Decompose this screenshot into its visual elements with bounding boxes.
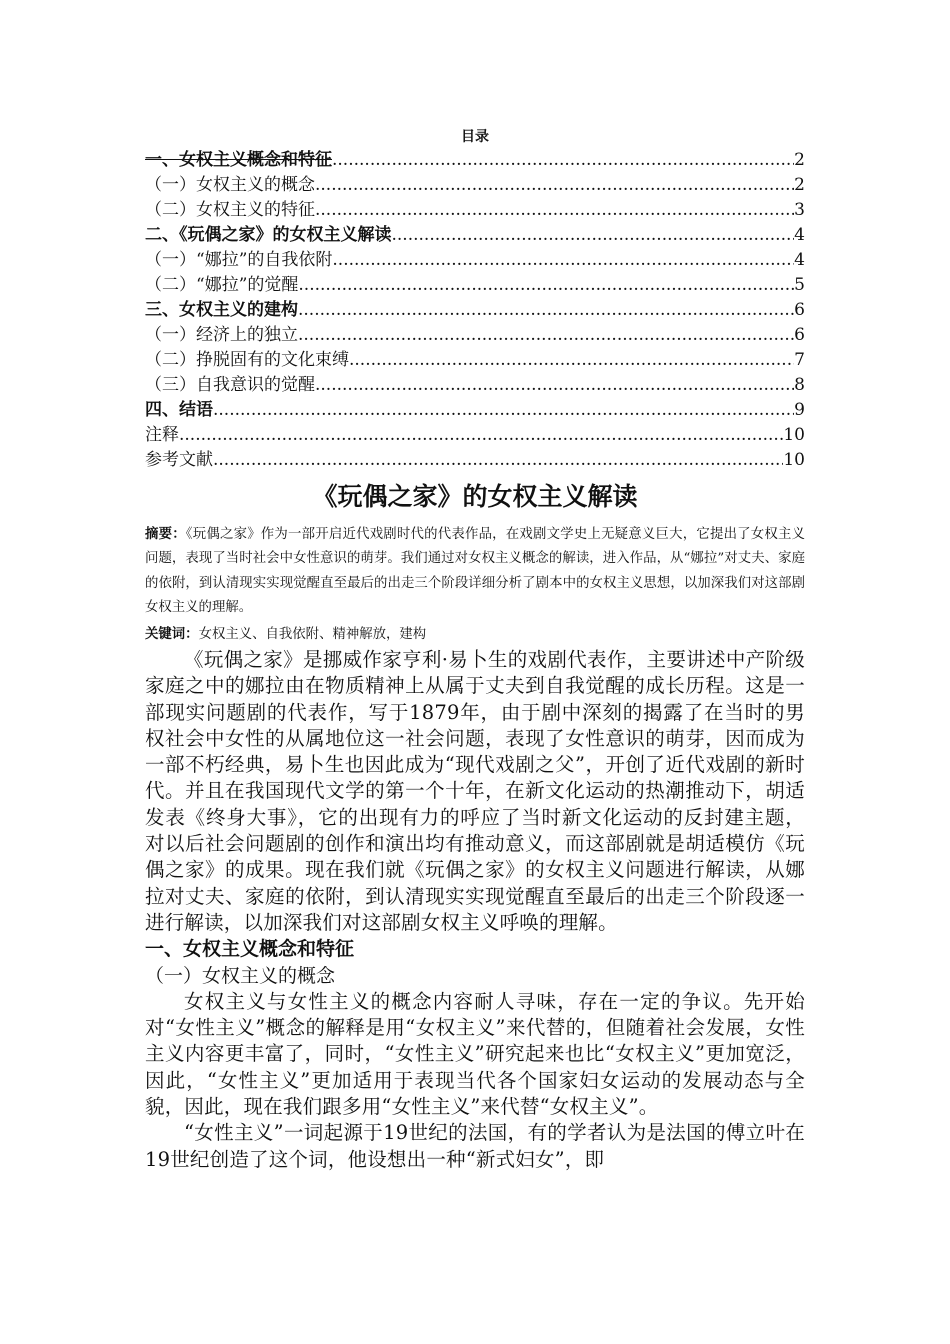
abstract-text: 《玩偶之家》作为一部开启近代戏剧时代的代表作品，在戏剧文学史上无疑意义巨大，它提出了女权主义问题，表现了当时社会中女性意识的萌芽。我们通过对女权主义概念的解读，进入作品，从“娜拉”对丈夫、家庭的依附，到认清现实实现觉醒直至最后的出走三个阶段详细分析了剧本中的女权主义思想，以加深我们对这部剧女权主义的理解。 [145, 527, 806, 616]
toc-leader [315, 173, 794, 198]
toc-leader [349, 348, 794, 373]
toc-leader [213, 398, 794, 423]
toc-entry-text: 二、《玩偶之家》的女权主义解读 [145, 225, 392, 245]
toc-entry[interactable] [145, 448, 805, 473]
toc-entry-page: 7 [794, 350, 805, 370]
toc-entry-page: 9 [794, 400, 805, 420]
toc-entry-text: （二）女权主义的特征 [145, 200, 315, 220]
toc-entry-page: 6 [794, 325, 805, 345]
section-heading: 一、女权主义概念和特征 [145, 938, 355, 961]
toc-entry-text: （二）“娜拉”的觉醒 [145, 275, 299, 295]
toc-entry[interactable] [145, 148, 805, 173]
toc-entry[interactable] [145, 173, 805, 198]
abstract [145, 522, 805, 621]
toc-title: 目录 [461, 129, 489, 145]
toc-entry-page: 4 [794, 225, 805, 245]
toc-entry[interactable] [145, 273, 805, 298]
toc-leader [298, 298, 794, 323]
toc-leader [298, 323, 794, 348]
toc-leader [298, 273, 794, 298]
toc-entry[interactable] [145, 373, 805, 398]
toc-entry-page: 2 [794, 150, 805, 170]
toc-entry[interactable] [145, 223, 805, 248]
toc-entry-page: 5 [794, 275, 805, 295]
subsection-heading: （一）女权主义的概念 [145, 964, 336, 987]
keywords-text: 女权主义、自我依附、精神解放，建构 [198, 627, 427, 642]
toc-entry[interactable] [145, 198, 805, 223]
toc-leader [392, 223, 795, 248]
toc-entry[interactable] [145, 398, 805, 423]
keywords-label: 关键词： [145, 626, 199, 642]
toc-leader [315, 198, 794, 223]
toc-entry-text: （三）自我意识的觉醒 [145, 375, 315, 395]
toc-entry[interactable] [145, 423, 805, 448]
toc-entry-page: 2 [794, 175, 805, 195]
toc-leader [213, 448, 783, 473]
body-paragraph: 《玩偶之家》是挪威作家亨利·易卜生的戏剧代表作，主要讲述中产阶级家庭之中的娜拉由在物质精神上从属于丈夫到自我觉醒的成长历程。这是一部现实问题剧的代表作，写于1879年，由于剧中深刻的揭露了在当时的男权社会中女性的从属地位这一社会问题，表现了女性意识的萌芽，因而成为一部不朽经典，易卜生也因此成为“现代戏剧之父”，开创了近代戏剧的新时代。并且在我国现代文学的第一个十年，在新文化运动的热潮推动下，胡适发表《终身大事》，它的出现有力的呼应了当时新文化运动的反封建主题，对以后社会问题剧的创作和演出均有推动意义，而这部剧就是胡适模仿《玩偶之家》的成果。现在我们就《玩偶之家》的女权主义问题进行解读，从娜拉对丈夫、家庭的依附，到认清现实实现觉醒直至最后的出走三个阶段逐一进行解读，以加深我们对这部剧女权主义呼唤的理解。 [145, 648, 805, 934]
toc-entry-text: 四、结语 [145, 400, 213, 420]
toc-leader [332, 248, 794, 273]
toc-entry-text: 注释 [145, 425, 179, 445]
keywords [145, 622, 805, 647]
toc-leader [332, 148, 794, 173]
toc-entry[interactable] [145, 248, 805, 273]
toc-entry-text: 一、女权主义概念和特征 [145, 150, 332, 170]
toc-entry[interactable] [145, 348, 805, 373]
table-of-contents [145, 148, 805, 473]
toc-entry-page: 10 [783, 425, 805, 445]
toc-entry-text: （一）“娜拉”的自我依附 [145, 250, 333, 270]
toc-entry-text: 参考文献 [145, 450, 213, 470]
toc-leader [179, 423, 783, 448]
toc-leader [315, 373, 794, 398]
document-body [145, 647, 805, 1173]
toc-entry[interactable] [145, 298, 805, 323]
body-paragraph: 女权主义与女性主义的概念内容耐人寻味，存在一定的争议。先开始对“女性主义”概念的解释是用“女权主义”来代替的，但随着社会发展，女性主义内容更丰富了，同时，“女性主义”研究起来也比“女权主义”更加宽泛，因此，“女性主义”更加适用于表现当代各个国家妇女运动的发展动态与全貌，因此，现在我们跟多用“女性主义”来代替“女权主义”。 [145, 989, 805, 1119]
toc-entry-text: 三、女权主义的建构 [145, 300, 298, 320]
toc-entry-text: （一）女权主义的概念 [145, 175, 315, 195]
document-title: 《玩偶之家》的女权主义解读 [312, 482, 638, 511]
toc-entry-page: 8 [794, 375, 805, 395]
toc-entry-page: 10 [783, 450, 805, 470]
abstract-label: 摘要： [145, 526, 186, 542]
toc-entry-text: （一）经济上的独立 [145, 325, 298, 345]
toc-entry-page: 3 [794, 200, 805, 220]
toc-entry-page: 6 [794, 300, 805, 320]
toc-entry[interactable] [145, 323, 805, 348]
toc-entry-text: （二）挣脱固有的文化束缚 [145, 350, 349, 370]
body-paragraph: “女性主义”一词起源于19世纪的法国，有的学者认为是法国的傅立叶在19世纪创造了这个词，他设想出一种“新式妇女”，即 [145, 1121, 805, 1171]
toc-entry-page: 4 [794, 250, 805, 270]
